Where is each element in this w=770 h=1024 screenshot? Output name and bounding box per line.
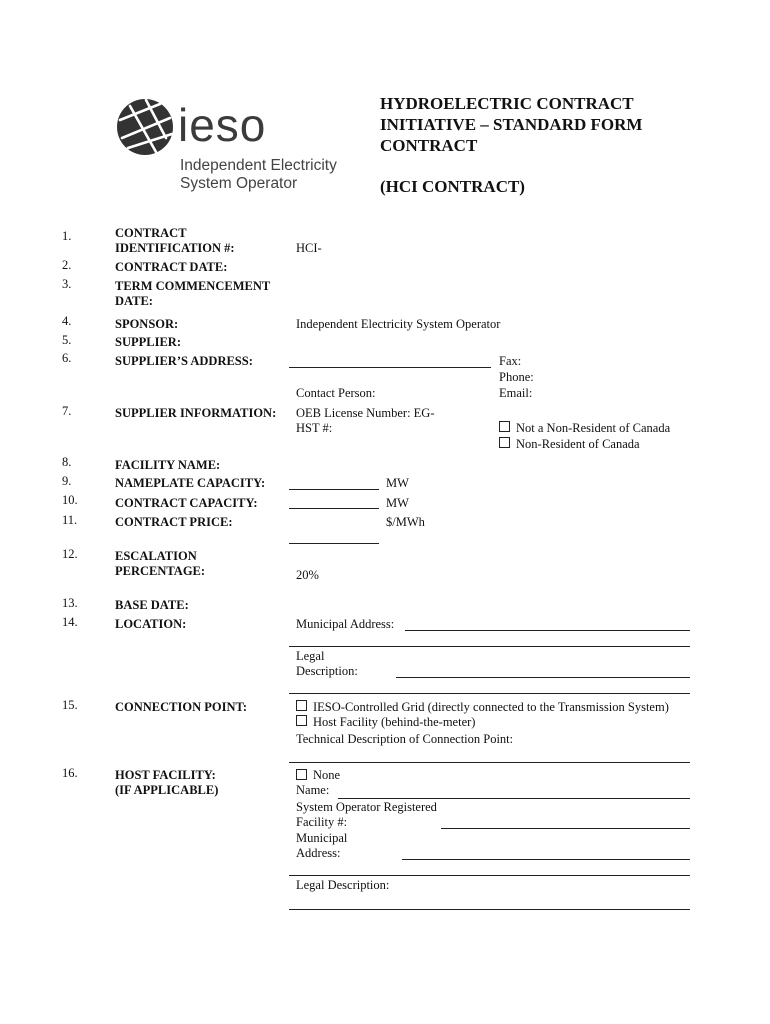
title-line-2: INITIATIVE – STANDARD FORM <box>380 115 643 134</box>
label-not-non-resident: Not a Non-Resident of Canada <box>516 421 671 435</box>
label-municipal-line2: Address: <box>296 846 341 860</box>
supplier-address-field[interactable] <box>289 367 491 368</box>
checkbox-not-non-resident[interactable] <box>499 421 510 432</box>
label-sor-line1: System Operator Registered <box>296 800 437 814</box>
label-municipal-address: Municipal Address: <box>296 617 395 631</box>
unit-nameplate-mw: MW <box>386 476 409 490</box>
checkbox-host-facility[interactable] <box>296 715 307 726</box>
label-legal-line2: Description: <box>296 664 358 678</box>
label-supplier-information: SUPPLIER INFORMATION: <box>115 406 277 420</box>
logo-line-1: Independent Electricity <box>180 157 337 174</box>
municipal-address-field-2[interactable] <box>289 646 690 647</box>
label-contract-id-line1: CONTRACT <box>115 226 187 240</box>
label-base-date: BASE DATE: <box>115 598 189 612</box>
host-municipal-field-2[interactable] <box>289 875 690 876</box>
legal-description-field-2[interactable] <box>289 693 690 694</box>
legal-description-field[interactable] <box>396 677 690 678</box>
label-host-facility-line2: (IF APPLICABLE) <box>115 783 219 797</box>
item-number-14: 14. <box>62 615 78 629</box>
sor-facility-field[interactable] <box>441 828 690 829</box>
unit-contract-mw: MW <box>386 496 409 510</box>
label-host-facility-line1: HOST FACILITY: <box>115 768 216 782</box>
label-legal-line1: Legal <box>296 649 325 663</box>
item-number-7: 7. <box>62 404 72 418</box>
label-legal-description: Legal Description: <box>296 878 390 892</box>
checkbox-none[interactable] <box>296 769 307 780</box>
value-escalation: 20% <box>296 568 319 582</box>
title-line-1: HYDROELECTRIC CONTRACT <box>380 94 634 113</box>
label-hst: HST #: <box>296 421 333 435</box>
item-number-13: 13. <box>62 596 78 610</box>
item-number-4: 4. <box>62 314 72 328</box>
label-supplier: SUPPLIER: <box>115 335 181 349</box>
item-number-3: 3. <box>62 277 72 291</box>
label-contract-capacity: CONTRACT CAPACITY: <box>115 496 258 510</box>
label-term-commencement-line2: DATE: <box>115 294 153 308</box>
label-contract-date: CONTRACT DATE: <box>115 260 228 274</box>
label-escalation-line1: ESCALATION <box>115 549 197 563</box>
item-number-1: 1. <box>62 229 72 243</box>
host-legal-description-field[interactable] <box>289 909 690 910</box>
item-number-6: 6. <box>62 351 72 365</box>
item-number-12: 12. <box>62 547 78 561</box>
label-contact-person: Contact Person: <box>296 386 376 400</box>
item-number-9: 9. <box>62 474 72 488</box>
label-facility-name: FACILITY NAME: <box>115 458 221 472</box>
label-location: LOCATION: <box>115 617 187 631</box>
checkbox-non-resident[interactable] <box>499 437 510 448</box>
label-non-resident: Non-Resident of Canada <box>516 437 640 451</box>
label-name: Name: <box>296 783 330 797</box>
contract-capacity-field[interactable] <box>289 508 379 509</box>
label-supplier-address: SUPPLIER’S ADDRESS: <box>115 354 253 368</box>
unit-price-mwh: $/MWh <box>386 515 425 529</box>
item-number-16: 16. <box>62 766 78 780</box>
label-escalation-line2: PERCENTAGE: <box>115 564 206 578</box>
label-host-facility-option: Host Facility (behind-the-meter) <box>313 715 476 729</box>
label-oeb-license: OEB License Number: EG- <box>296 406 435 420</box>
item-number-2: 2. <box>62 258 72 272</box>
label-contract-price: CONTRACT PRICE: <box>115 515 233 529</box>
label-connection-point: CONNECTION POINT: <box>115 700 248 714</box>
title-line-3: CONTRACT <box>380 136 478 155</box>
label-email: Email: <box>499 386 533 400</box>
label-contract-id-line2: IDENTIFICATION #: <box>115 241 235 255</box>
item-number-15: 15. <box>62 698 78 712</box>
municipal-address-field[interactable] <box>405 630 690 631</box>
item-number-5: 5. <box>62 333 72 347</box>
label-term-commencement-line1: TERM COMMENCEMENT <box>115 279 271 293</box>
globe-icon <box>116 98 174 156</box>
host-name-field[interactable] <box>338 798 690 799</box>
host-municipal-field[interactable] <box>402 859 690 860</box>
label-phone: Phone: <box>499 370 534 384</box>
value-contract-id: HCI- <box>296 241 322 255</box>
logo-line-2: System Operator <box>180 175 298 192</box>
technical-description-field[interactable] <box>289 762 690 763</box>
checkbox-ieso-grid[interactable] <box>296 700 307 711</box>
contract-price-field[interactable] <box>289 543 379 544</box>
title-subtitle: (HCI CONTRACT) <box>380 177 525 196</box>
label-none: None <box>313 768 341 782</box>
item-number-8: 8. <box>62 455 72 469</box>
logo-wordmark: ieso <box>178 99 267 151</box>
value-sponsor: Independent Electricity System Operator <box>296 317 501 331</box>
label-technical-description: Technical Description of Connection Point: <box>296 732 514 746</box>
item-number-11: 11. <box>62 513 78 527</box>
label-nameplate-capacity: NAMEPLATE CAPACITY: <box>115 476 266 490</box>
item-number-10: 10. <box>62 493 78 507</box>
label-ieso-grid: IESO-Controlled Grid (directly connected to the Transmission System) <box>313 700 669 714</box>
label-municipal-line1: Municipal <box>296 831 348 845</box>
nameplate-capacity-field[interactable] <box>289 489 379 490</box>
label-fax: Fax: <box>499 354 522 368</box>
label-sor-line2: Facility #: <box>296 815 348 829</box>
label-sponsor: SPONSOR: <box>115 317 179 331</box>
